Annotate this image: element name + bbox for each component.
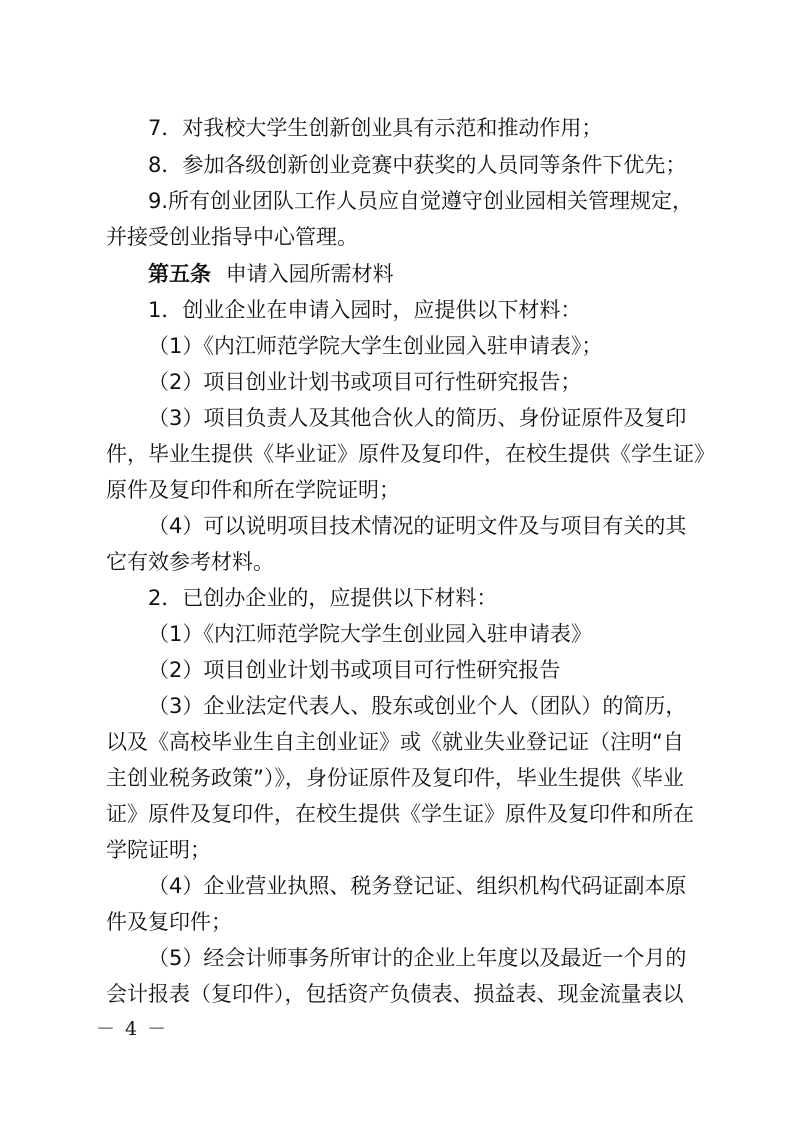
section-heading-title: 申请入园所需材料: [225, 262, 394, 286]
paragraph-line: （1）《内江师范学院大学生创业园入驻申请表》；: [148, 334, 603, 358]
paragraph-line: （4）企业营业执照、税务登记证、组织机构代码证副本原: [148, 874, 687, 898]
paragraph-line: 原件及复印件和所在学院证明；: [106, 478, 400, 502]
paragraph-line: 证》原件及复印件，在校生提供《学生证》原件及复印件和所在: [106, 802, 694, 826]
paragraph-line: 会计报表（复印件），包括资产负债表、损益表、现金流量表以: [106, 982, 684, 1006]
paragraph-line: 学院证明；: [106, 838, 211, 862]
paragraph-line: 并接受创业指导中心管理。: [106, 225, 358, 249]
paragraph-line: （3）企业法定代表人、股东或创业个人（团队）的简历，: [148, 694, 687, 718]
paragraph-line: 2．已创办企业的，应提供以下材料：: [148, 586, 498, 610]
paragraph-line: 件，毕业生提供《毕业证》原件及复印件，在校生提供《学生证》: [106, 442, 715, 466]
paragraph-line: 1．创业企业在申请入园时，应提供以下材料：: [148, 298, 582, 322]
paragraph-line: 主创业税务政策”）》，身份证原件及复印件，毕业生提供《毕业: [106, 766, 684, 790]
paragraph-line: 7．对我校大学生创新创业具有示范和推动作用；: [148, 116, 603, 140]
paragraph-line: 以及《高校毕业生自主创业证》或《就业失业登记证（注明“自: [106, 730, 684, 754]
paragraph-line: （2）项目创业计划书或项目可行性研究报告: [148, 658, 561, 682]
paragraph-line: （1）《内江师范学院大学生创业园入驻申请表》: [148, 622, 592, 646]
section-heading: [0, 262, 793, 286]
paragraph-line: 8．参加各级创新创业竞赛中获奖的人员同等条件下优先；: [148, 153, 687, 177]
paragraph-line: （2）项目创业计划书或项目可行性研究报告；: [148, 370, 582, 394]
paragraph-line: （3）项目负责人及其他合伙人的简历、身份证原件及复印: [148, 406, 687, 430]
paragraph-line: 它有效参考材料。: [106, 550, 274, 574]
section-heading-label: 第五条: [148, 262, 211, 286]
paragraph-line: （4）可以说明项目技术情况的证明文件及与项目有关的其: [148, 514, 687, 538]
paragraph-line: 件及复印件；: [106, 910, 232, 934]
page-number: － 4 －: [96, 1018, 169, 1040]
paragraph-line: （5）经会计师事务所审计的企业上年度以及最近一个月的: [148, 946, 687, 970]
paragraph-line: 9.所有创业团队工作人员应自觉遵守创业园相关管理规定，: [148, 189, 694, 213]
